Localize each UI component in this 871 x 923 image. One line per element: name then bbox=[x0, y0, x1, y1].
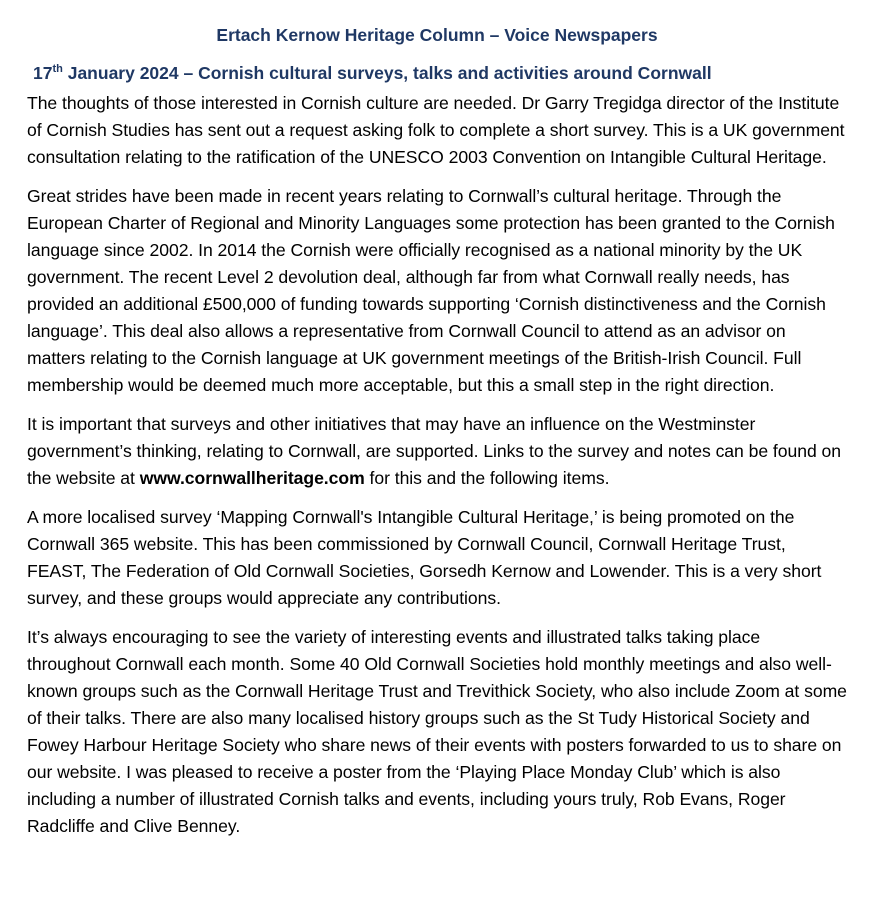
website-link[interactable]: www.cornwallheritage.com bbox=[139, 468, 365, 488]
date-heading-text: January 2024 – Cornish cultural surveys, talks and activities around Cornwall bbox=[62, 63, 712, 83]
date-suffix: th bbox=[52, 63, 63, 75]
paragraph-support-initiatives bbox=[27, 411, 847, 492]
paragraph-events-talks: It’s always encouraging to see the variety of interesting events and illustrated talks taking place throughout Cornwall each month. Some 40 Old Cornwall Societies hold monthly meetings and also well-known groups such as the Cornwall Heritage Trust and Trevithick Society, who also include Zoom at some of their talks. There are also many localised history groups such as the St Tudy Historical Society and Fowey Harbour Heritage Society who share news of their events with posters forwarded to us to share on our website. I was pleased to receive a poster from the ‘Playing Place Monday Club’ which is also including a number of illustrated Cornish talks and events, including yours truly, Rob Evans, Roger Radcliffe and Clive Benney. bbox=[27, 627, 847, 836]
paragraph-text-before-link: It is important that surveys and other initiatives that may have an influence on the Westminster government’s thinking, relating to Cornwall, are supported. Links to the survey and notes can be found on the website at bbox=[27, 414, 842, 488]
column-title: Ertach Kernow Heritage Column – Voice Newspapers bbox=[216, 25, 658, 45]
date-day: 17 bbox=[33, 63, 53, 83]
paragraph-text-after-link: for this and the following items. bbox=[364, 468, 610, 488]
paragraph-survey-request: The thoughts of those interested in Cornish culture are needed. Dr Garry Tregidga director of the Institute of Cornish Studies has sent out a request asking folk to complete a short survey. This is a UK government consultation relating to the ratification of the UNESCO 2003 Convention on Intangible Cultural Heritage. bbox=[27, 93, 845, 167]
paragraph-localised-survey: A more localised survey ‘Mapping Cornwall's Intangible Cultural Heritage,’ is being promoted on the Cornwall 365 website. This has been commissioned by Cornwall Council, Cornwall Heritage Trust, FEAST, The Federation of Old Cornwall Societies, Gorsedh Kernow and Lowender. This is a very short survey, and these groups would appreciate any contributions. bbox=[27, 507, 822, 608]
document-page bbox=[27, 0, 847, 840]
paragraph-cultural-heritage: Great strides have been made in recent years relating to Cornwall’s cultural heritage. Through the European Charter of Regional and Minority Languages some protection has been granted to the Cornish language since 2002. In 2014 the Cornish were officially recognised as a national minority by the UK government. The recent Level 2 devolution deal, although far from what Cornwall really needs, has provided an additional £500,000 of funding towards supporting ‘Cornish distinctiveness and the Cornish language’. This deal also allows a representative from Cornwall Council to attend as an advisor on matters relating to the Cornish language at UK government meetings of the British-Irish Council. Full membership would be deemed much more acceptable, but this a small step in the right direction. bbox=[27, 186, 835, 395]
article-date-heading bbox=[33, 62, 847, 84]
